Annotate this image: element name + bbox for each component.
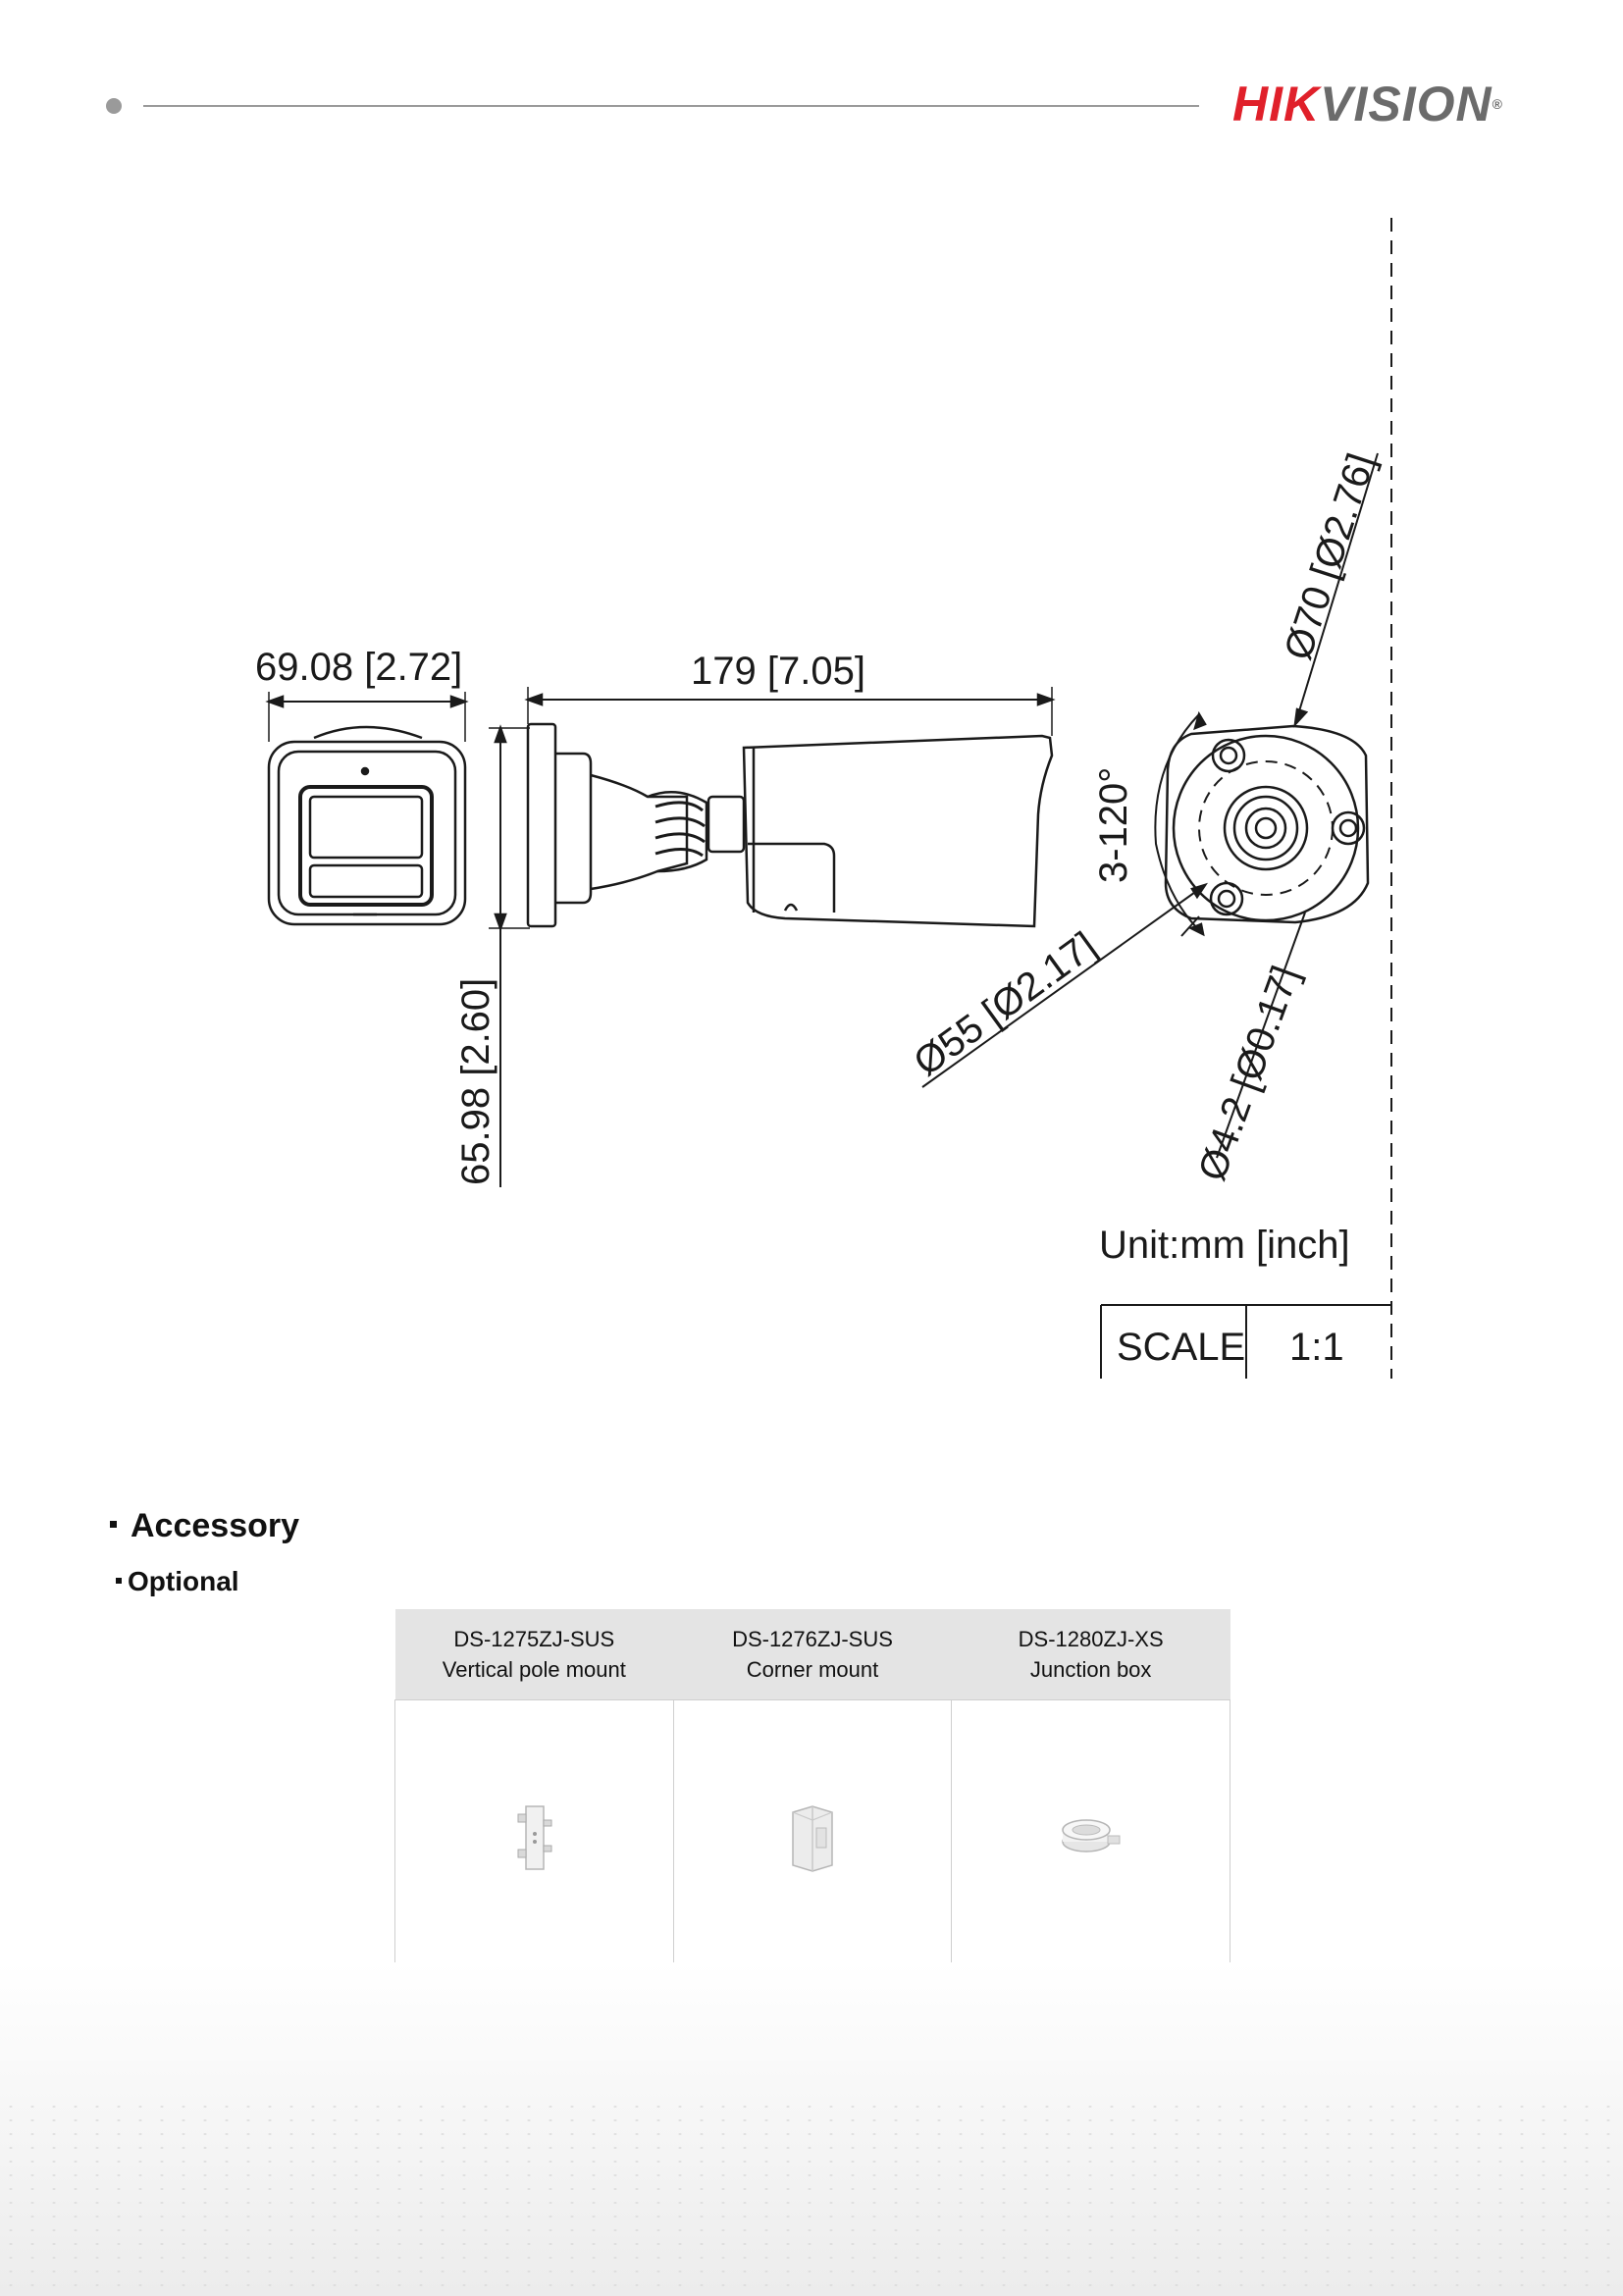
footer-dot-pattern — [0, 2100, 1623, 2296]
scale-label: SCALE — [1117, 1326, 1246, 1369]
front-width-label: 69.08 [2.72] — [255, 646, 463, 689]
corner-mount-icon — [783, 1799, 842, 1877]
angle-label: 3-120° — [1092, 766, 1135, 883]
bullet-icon — [116, 1578, 122, 1584]
accessory-header-1: DS-1275ZJ-SUS Vertical pole mount — [395, 1609, 674, 1700]
hole-circle-label: Ø55 [Ø2.17] — [906, 923, 1105, 1085]
hole-diameter-label: Ø4.2 [Ø0.17] — [1190, 960, 1308, 1187]
pole-mount-icon — [504, 1799, 563, 1877]
junction-box-icon — [1057, 1808, 1126, 1867]
accessory-header-3: DS-1280ZJ-XS Junction box — [952, 1609, 1230, 1700]
bullet-icon — [110, 1521, 117, 1528]
scale-value: 1:1 — [1289, 1326, 1344, 1369]
unit-label: Unit:mm [inch] — [1099, 1224, 1350, 1267]
header-rule — [143, 105, 1199, 107]
accessory-image-cell-2 — [673, 1700, 952, 1980]
mount-diameter-label: Ø70 [Ø2.76] — [1276, 447, 1384, 665]
accessory-header-2: DS-1276ZJ-SUS Corner mount — [673, 1609, 952, 1700]
accessory-image-cell-1 — [395, 1700, 674, 1980]
accessory-heading: Accessory — [110, 1507, 299, 1545]
accessory-table — [394, 1609, 1230, 1980]
length-label: 179 [7.05] — [691, 650, 865, 693]
height-label: 65.98 [2.60] — [454, 977, 497, 1185]
dimension-drawing — [0, 196, 1623, 1403]
hikvision-logo: HIKVISION® — [1232, 77, 1503, 131]
accessory-image-cell-3 — [952, 1700, 1230, 1980]
header-dot — [106, 98, 122, 114]
optional-subheading: Optional — [116, 1566, 239, 1597]
